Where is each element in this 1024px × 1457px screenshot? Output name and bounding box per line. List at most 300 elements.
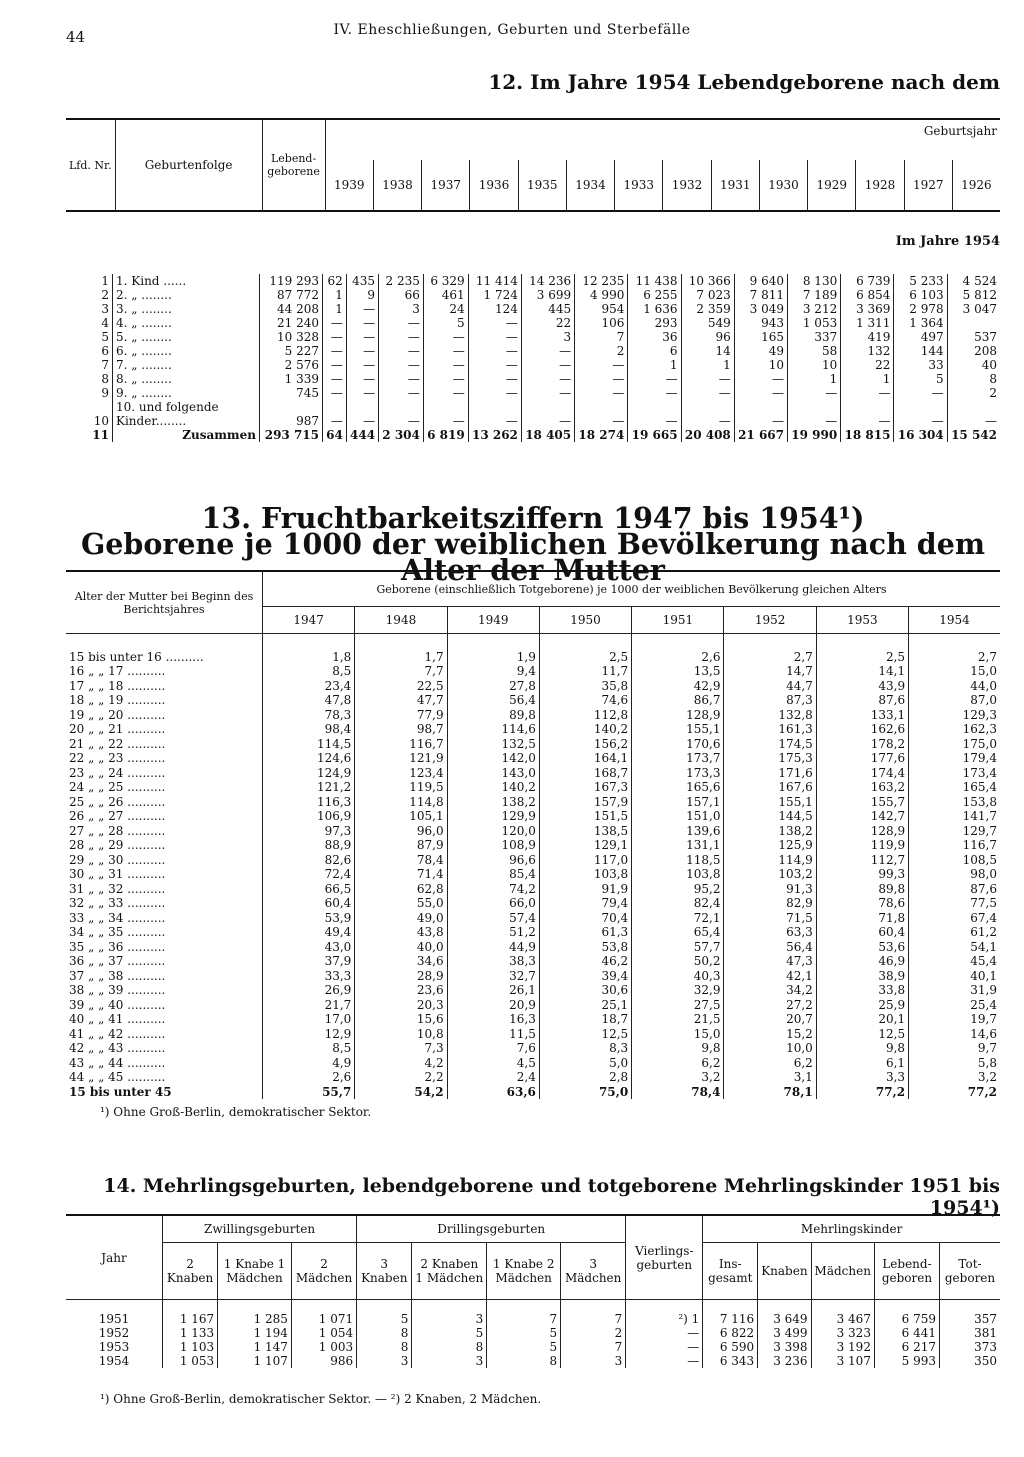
cell-value: 124,9 [263,766,355,781]
cell-value: 986 [291,1354,356,1368]
triplet-col-header: 3 Mädchen [561,1243,626,1300]
cell-value: 9 640 [734,274,787,288]
cell-value [681,400,734,414]
cell-value: 1 724 [468,288,521,302]
cell-value: 43,8 [355,925,447,940]
cell-value: 40,3 [632,969,724,984]
cell-value: 12,5 [816,1027,908,1042]
year-header: 1954 [909,607,1000,634]
row-age: 33 „ „ 34 .......... [69,910,166,925]
year-header: 1952 [724,607,816,634]
cell-value: 67,4 [909,911,1000,926]
cell-value: 103,8 [539,867,631,882]
cell-value: 15,0 [632,1027,724,1042]
cell-value: — [346,302,378,316]
cell-value: — [423,358,468,372]
row-age: 20 „ „ 21 .......... [69,722,166,737]
cell-value: 8 [947,372,1000,386]
cell-value: 140,2 [447,780,539,795]
cell-value: — [468,330,521,344]
table-row [66,693,1000,708]
row-age: 25 „ „ 26 .......... [69,794,166,809]
cell-value: 6,1 [816,1056,908,1071]
table-row [66,853,1000,868]
cell-value: 44,7 [724,679,816,694]
cell-value: 56,4 [447,693,539,708]
cell-value: 4,9 [263,1056,355,1071]
cell-value: 74,6 [539,693,631,708]
cell-value [575,400,628,414]
cell-value: 156,2 [539,737,631,752]
cell-value: 23,6 [355,983,447,998]
table-row [66,288,1000,302]
cell-value: — [379,414,424,428]
cell-value: 10,0 [724,1041,816,1056]
cell-value: — [521,344,574,358]
year-header: 1939 [325,160,373,211]
cell-value: 1 285 [218,1300,292,1327]
cell-value: 34,6 [355,954,447,969]
table-row [66,358,1000,372]
cell-value: 9 [346,288,378,302]
cell-value: 12,5 [539,1027,631,1042]
cell-value: 64 [323,428,347,442]
table-row [66,372,1000,386]
multiple-col-header: Knaben [758,1243,811,1300]
cell-value: 140,2 [539,722,631,737]
cell-value: 116,7 [355,737,447,752]
cell-value: 121,9 [355,751,447,766]
cell-value: 82,6 [263,853,355,868]
cell-value: 13,5 [632,664,724,679]
cell-value: 82,4 [632,896,724,911]
cell-value: 20,7 [724,1012,816,1027]
cell-value: 444 [346,428,378,442]
cell-value: 2,8 [539,1070,631,1085]
table-12-subhead: Im Jahre 1954 [895,234,1000,249]
cell-value: 15,2 [724,1027,816,1042]
cell-value [521,400,574,414]
cell-value: 25,4 [909,998,1000,1013]
cell-value: — [575,358,628,372]
cell-value: — [323,386,347,400]
cell-value: 129,1 [539,838,631,853]
row-total: 987 [260,414,323,428]
cell-value: 5 812 [947,288,1000,302]
cell-value: 16 304 [894,428,947,442]
cell-value: 129,7 [909,824,1000,839]
cell-value: 53,9 [263,911,355,926]
cell-value: 2,6 [263,1070,355,1085]
cell-value [734,400,787,414]
col-header-order: Geburtenfolge [115,119,262,211]
cell-value: 114,6 [447,722,539,737]
row-age: 37 „ „ 38 .......... [69,968,166,983]
twin-col-header: 2 Knaben [163,1243,218,1300]
row-label: 2. „ ........ [113,288,260,302]
cell-value: 5 [487,1340,561,1354]
row-label: 10. und folgende [113,400,260,414]
cell-value: ²) 1 [626,1300,703,1327]
cell-value: 114,8 [355,795,447,810]
cell-value: — [894,386,947,400]
cell-value: 21 667 [734,428,787,442]
cell-value: 2,2 [355,1070,447,1085]
cell-value: 14 [681,344,734,358]
row-label: 8. „ ........ [113,372,260,386]
table-row [66,330,1000,344]
cell-value: 3 323 [811,1326,874,1340]
table-row [66,809,1000,824]
cell-value: 7 [561,1340,626,1354]
row-label: 5. „ ........ [113,330,260,344]
cell-value [628,400,681,414]
cell-value: — [626,1340,703,1354]
cell-value: 208 [947,344,1000,358]
cell-value: 7,3 [355,1041,447,1056]
cell-value: 87,0 [909,693,1000,708]
col-header-quadruplets: Vierlings-geburten [626,1215,703,1300]
cell-value: — [575,386,628,400]
cell-value: 11,5 [447,1027,539,1042]
cell-value: 7 023 [681,288,734,302]
cell-value: 14,1 [816,664,908,679]
cell-value: — [379,316,424,330]
row-age: 41 „ „ 42 .......... [69,1026,166,1041]
col-header-year: Jahr [66,1215,163,1300]
cell-value: 1 107 [218,1354,292,1368]
cell-value: 21,7 [263,998,355,1013]
cell-value: — [628,386,681,400]
cell-value: 5 993 [874,1354,939,1368]
cell-value: 33,8 [816,983,908,998]
table-row [66,344,1000,358]
col-header-total: Lebend-geborene [262,119,325,211]
cell-value: — [379,358,424,372]
cell-value: 51,2 [447,925,539,940]
cell-value: 8 [357,1326,412,1340]
cell-value: 20 408 [681,428,734,442]
year-header: 1953 [816,607,908,634]
cell-value [379,400,424,414]
cell-value: 118,5 [632,853,724,868]
cell-value: 34,2 [724,983,816,998]
table-row [66,1041,1000,1056]
table-row [66,679,1000,694]
table-row [66,838,1000,853]
cell-value: 2 [561,1326,626,1340]
cell-value: 1 [323,302,347,316]
year-header: 1926 [952,160,1000,211]
row-number: 1 [101,274,109,288]
cell-value: 7 811 [734,288,787,302]
cell-value: 71,8 [816,911,908,926]
cell-value: 155,1 [632,722,724,737]
table-14 [66,1214,1000,1368]
row-age: 21 „ „ 22 .......... [69,736,166,751]
cell-value: 85,4 [447,867,539,882]
col-group-twins: Zwillingsgeburten [163,1215,357,1243]
cell-value: 53,6 [816,940,908,955]
cell-value: 6 [628,344,681,358]
row-total: 2 576 [260,358,323,372]
cell-value: 1 147 [218,1340,292,1354]
cell-value: 164,1 [539,751,631,766]
cell-value: 49,4 [263,925,355,940]
running-header: IV. Eheschließungen, Geburten und Sterbefälle [333,22,691,38]
row-label: 3. „ ........ [113,302,260,316]
table-row [66,708,1000,723]
cell-value: 38,3 [447,954,539,969]
cell-value: 9,4 [447,664,539,679]
year-header: 1933 [615,160,663,211]
table-13-footnote: ¹) Ohne Groß-Berlin, demokratischer Sektor. [100,1105,372,1119]
cell-value: 96,0 [355,824,447,839]
cell-value: — [734,414,787,428]
year-header: 1934 [566,160,614,211]
table-row [66,766,1000,781]
cell-value: 1 071 [291,1300,356,1327]
cell-value: 5 [412,1326,487,1340]
cell-value: 8 130 [788,274,841,288]
row-number: 11 [92,428,109,442]
cell-value: 103,8 [632,867,724,882]
cell-value: 9,7 [909,1041,1000,1056]
cell-value: 19 665 [628,428,681,442]
cell-value: 7 116 [703,1300,758,1327]
cell-value: 91,3 [724,882,816,897]
cell-value: 8 [412,1340,487,1354]
cell-value: — [323,358,347,372]
cell-value: 1 [681,358,734,372]
table-13-title-line1: 13. Fruchtbarkeitsziffern 1947 bis 1954¹) [201,501,865,535]
cell-value: 1 311 [841,316,894,330]
cell-value: 25,1 [539,998,631,1013]
cell-value: 3 049 [734,302,787,316]
table-row [66,634,1000,665]
cell-value: 66,0 [447,896,539,911]
year-header: 1928 [856,160,904,211]
cell-value: 3 [357,1354,412,1368]
cell-value: 163,2 [816,780,908,795]
table-row [66,940,1000,955]
cell-value: 108,5 [909,853,1000,868]
cell-value: 293 [628,316,681,330]
cell-value: 6 217 [874,1340,939,1354]
table-row [66,386,1000,400]
table-row [66,428,1000,442]
cell-value: — [681,372,734,386]
row-age: 15 bis unter 16 .......... [69,650,204,664]
twin-col-header: 2 Mädchen [291,1243,356,1300]
cell-value: 8,3 [539,1041,631,1056]
cell-value: 6 822 [703,1326,758,1340]
table-row [66,302,1000,316]
row-total: 119 293 [260,274,323,288]
cell-value: — [346,414,378,428]
row-total: 293 715 [260,428,323,442]
row-age: 39 „ „ 40 .......... [69,997,166,1012]
cell-value: 1 103 [163,1340,218,1354]
cell-value: 99,3 [816,867,908,882]
cell-value: 954 [575,302,628,316]
cell-value: 45,4 [909,954,1000,969]
cell-value: 6 854 [841,288,894,302]
cell-value: 71,4 [355,867,447,882]
cell-value: — [423,386,468,400]
cell-value: 10 [734,358,787,372]
cell-value: 445 [521,302,574,316]
cell-value: 174,4 [816,766,908,781]
cell-value: 40,1 [909,969,1000,984]
cell-value: 112,8 [539,708,631,723]
cell-value: 17,0 [263,1012,355,1027]
row-total: 87 772 [260,288,323,302]
cell-value: 60,4 [263,896,355,911]
cell-value: — [894,414,947,428]
cell-value: 40,0 [355,940,447,955]
cell-value: 88,9 [263,838,355,853]
table-row [66,1070,1000,1085]
row-year: 1951 [98,1312,130,1326]
cell-value: 37,9 [263,954,355,969]
multiple-col-header: Ins-gesamt [703,1243,758,1300]
cell-value: 18 815 [841,428,894,442]
cell-value: 1 133 [163,1326,218,1340]
table-row [66,954,1000,969]
cell-value: 39,4 [539,969,631,984]
cell-value: — [379,372,424,386]
cell-value: 112,7 [816,853,908,868]
cell-value: 66 [379,288,424,302]
cell-value: 89,8 [447,708,539,723]
cell-value: 65,4 [632,925,724,940]
row-label: 7. „ ........ [113,358,260,372]
cell-value: 2 [575,344,628,358]
table-12 [66,118,1000,212]
cell-value: 461 [423,288,468,302]
cell-value: 15,6 [355,1012,447,1027]
cell-value: 1 194 [218,1326,292,1340]
cell-value: — [521,358,574,372]
cell-value: 6 329 [423,274,468,288]
table-12-title: 12. Im Jahre 1954 Lebendgeborene nach dem [488,70,1000,94]
table-row [66,664,1000,679]
cell-value: — [346,386,378,400]
table-13-title-line2: Geborene je 1000 der weiblichen Bevölkerung nach dem Alter der Mutter [80,527,986,587]
year-header: 1931 [711,160,759,211]
cell-value: 5 [357,1300,412,1327]
cell-value: 21,5 [632,1012,724,1027]
cell-value: 77,2 [909,1085,1000,1100]
row-total: 10 328 [260,330,323,344]
cell-value: — [734,372,787,386]
cell-value: 13 262 [468,428,521,442]
cell-value [947,316,1000,330]
cell-value: — [346,316,378,330]
col-group-birthyear: Geburtsjahr [325,119,1000,160]
cell-value: 133,1 [816,708,908,723]
cell-value: — [521,414,574,428]
page-number: 44 [66,28,86,46]
cell-value: 50,2 [632,954,724,969]
cell-value: 47,7 [355,693,447,708]
cell-value: 15 542 [947,428,1000,442]
table-row [66,1326,1000,1340]
cell-value: 15,0 [909,664,1000,679]
row-number: 8 [101,372,109,386]
cell-value: 7 189 [788,288,841,302]
cell-value: 3 [412,1300,487,1327]
cell-value: 2 359 [681,302,734,316]
cell-value: 63,6 [447,1085,539,1100]
cell-value: 87,6 [909,882,1000,897]
cell-value: 30,6 [539,983,631,998]
cell-value: 66,5 [263,882,355,897]
cell-value: 2 235 [379,274,424,288]
cell-value: 175,0 [909,737,1000,752]
cell-value: 14,7 [724,664,816,679]
cell-value: 77,5 [909,896,1000,911]
row-age: 40 „ „ 41 .......... [69,1012,166,1027]
cell-value: 71,5 [724,911,816,926]
cell-value: 119,9 [816,838,908,853]
cell-value: 96 [681,330,734,344]
cell-value: 3 649 [758,1300,811,1327]
cell-value: 20,3 [355,998,447,1013]
cell-value: 26,9 [263,983,355,998]
cell-value: 6 343 [703,1354,758,1368]
cell-value: 42,9 [632,679,724,694]
cell-value: 537 [947,330,1000,344]
row-number: 2 [101,288,109,302]
cell-value: 42,1 [724,969,816,984]
row-number: 4 [101,316,109,330]
table-row [66,882,1000,897]
cell-value: 165,4 [909,780,1000,795]
cell-value: 167,3 [539,780,631,795]
cell-value: — [626,1326,703,1340]
cell-value: 89,8 [816,882,908,897]
cell-value: — [841,414,894,428]
cell-value: 6 590 [703,1340,758,1354]
cell-value: — [423,414,468,428]
cell-value: 3 [561,1354,626,1368]
cell-value: 98,4 [263,722,355,737]
cell-value: 138,2 [724,824,816,839]
cell-value: 32,7 [447,969,539,984]
row-age: 31 „ „ 32 .......... [69,881,166,896]
table-row [66,780,1000,795]
cell-value: 82,9 [724,896,816,911]
cell-value: 4,5 [447,1056,539,1071]
row-number: 3 [101,302,109,316]
cell-value: 1,7 [355,634,447,665]
multiple-col-header: Lebend-geboren [874,1243,939,1300]
cell-value: 162,3 [909,722,1000,737]
cell-value: 63,3 [724,925,816,940]
row-age: 44 „ „ 45 .......... [69,1070,166,1085]
cell-value: — [346,330,378,344]
row-year: 1954 [98,1354,130,1368]
cell-value: 22 [521,316,574,330]
cell-value: — [626,1354,703,1368]
cell-value: 3,1 [724,1070,816,1085]
cell-value: 98,0 [909,867,1000,882]
year-header: 1935 [518,160,566,211]
cell-value: 77,9 [355,708,447,723]
cell-value: — [788,414,841,428]
